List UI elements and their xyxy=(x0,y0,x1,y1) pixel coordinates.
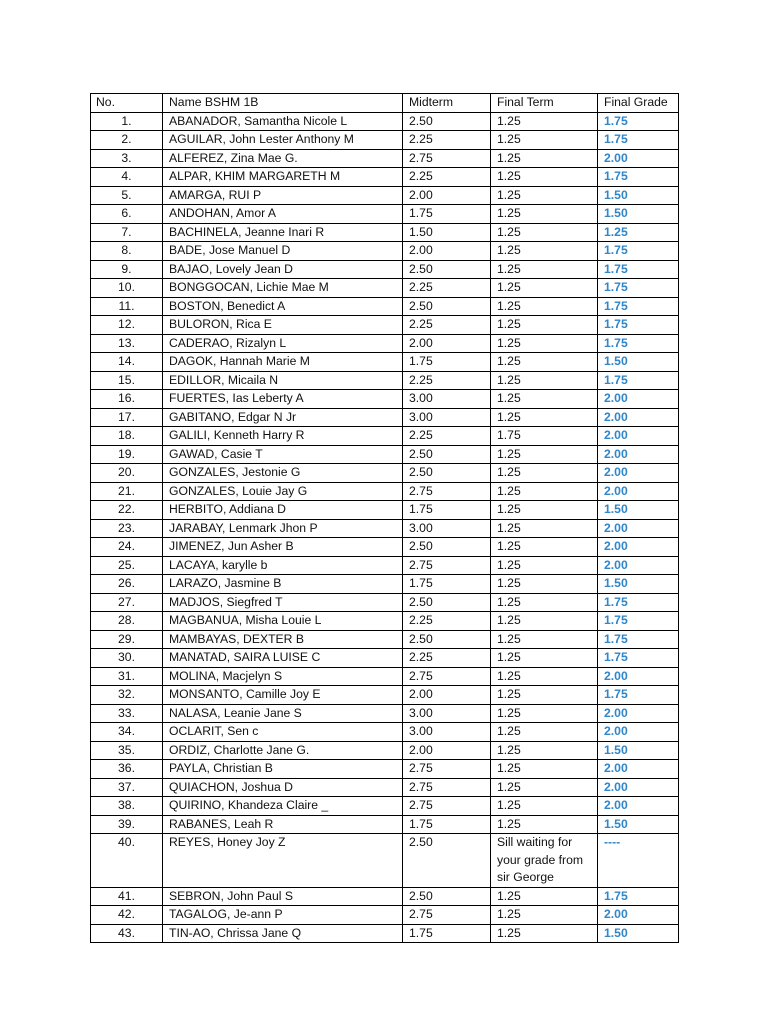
cell-midterm: 2.25 xyxy=(403,612,491,631)
table-row xyxy=(91,575,679,594)
cell-midterm: 2.25 xyxy=(403,131,491,150)
cell-name: REYES, Honey Joy Z xyxy=(163,834,403,888)
cell-final-term: 1.25 xyxy=(491,408,598,427)
table-row xyxy=(91,630,679,649)
table-row xyxy=(91,390,679,409)
cell-midterm: 2.50 xyxy=(403,445,491,464)
cell-midterm: 2.00 xyxy=(403,334,491,353)
cell-name: MOLINA, Macjelyn S xyxy=(163,667,403,686)
cell-final-grade: 1.75 xyxy=(598,260,679,279)
cell-no: 17. xyxy=(91,408,163,427)
cell-midterm: 2.00 xyxy=(403,741,491,760)
cell-name: QUIACHON, Joshua D xyxy=(163,778,403,797)
cell-final-grade: 1.75 xyxy=(598,279,679,298)
cell-no: 7. xyxy=(91,223,163,242)
cell-final-grade: 2.00 xyxy=(598,464,679,483)
cell-midterm: 2.25 xyxy=(403,316,491,335)
cell-final-term: 1.25 xyxy=(491,501,598,520)
cell-final-term: 1.25 xyxy=(491,760,598,779)
cell-no: 41. xyxy=(91,887,163,906)
header-final-term: Final Term xyxy=(491,94,598,113)
cell-final-term: 1.25 xyxy=(491,815,598,834)
cell-no: 16. xyxy=(91,390,163,409)
cell-final-term: 1.25 xyxy=(491,593,598,612)
table-body xyxy=(91,112,679,943)
cell-midterm: 2.00 xyxy=(403,242,491,261)
cell-final-term: 1.25 xyxy=(491,371,598,390)
cell-no: 30. xyxy=(91,649,163,668)
table-row xyxy=(91,223,679,242)
cell-midterm: 2.50 xyxy=(403,538,491,557)
cell-no: 32. xyxy=(91,686,163,705)
cell-midterm: 3.00 xyxy=(403,519,491,538)
cell-name: DAGOK, Hannah Marie M xyxy=(163,353,403,372)
cell-final-grade: 2.00 xyxy=(598,427,679,446)
table-row xyxy=(91,887,679,906)
cell-midterm: 1.75 xyxy=(403,924,491,943)
table-row xyxy=(91,501,679,520)
cell-name: CADERAO, Rizalyn L xyxy=(163,334,403,353)
header-name: Name BSHM 1B xyxy=(163,94,403,113)
cell-name: JARABAY, Lenmark Jhon P xyxy=(163,519,403,538)
cell-final-term: 1.25 xyxy=(491,797,598,816)
cell-final-grade: 1.50 xyxy=(598,741,679,760)
cell-no: 9. xyxy=(91,260,163,279)
cell-no: 34. xyxy=(91,723,163,742)
table-row xyxy=(91,556,679,575)
cell-midterm: 1.75 xyxy=(403,501,491,520)
cell-no: 24. xyxy=(91,538,163,557)
cell-midterm: 3.00 xyxy=(403,390,491,409)
table-row xyxy=(91,427,679,446)
cell-midterm: 2.75 xyxy=(403,906,491,925)
cell-final-grade: 2.00 xyxy=(598,445,679,464)
table-row xyxy=(91,815,679,834)
cell-no: 22. xyxy=(91,501,163,520)
cell-final-grade: 2.00 xyxy=(598,723,679,742)
cell-final-term: 1.25 xyxy=(491,131,598,150)
table-row xyxy=(91,649,679,668)
cell-name: RABANES, Leah R xyxy=(163,815,403,834)
cell-final-term: 1.25 xyxy=(491,778,598,797)
cell-final-term: 1.25 xyxy=(491,316,598,335)
cell-final-term: 1.25 xyxy=(491,924,598,943)
table-row xyxy=(91,445,679,464)
cell-no: 27. xyxy=(91,593,163,612)
cell-midterm: 1.75 xyxy=(403,815,491,834)
cell-final-term: 1.25 xyxy=(491,704,598,723)
table-row xyxy=(91,131,679,150)
cell-final-grade: 1.50 xyxy=(598,815,679,834)
table-row xyxy=(91,112,679,131)
cell-no: 20. xyxy=(91,464,163,483)
cell-midterm: 2.50 xyxy=(403,297,491,316)
cell-name: MANATAD, SAIRA LUISE C xyxy=(163,649,403,668)
cell-final-grade: 2.00 xyxy=(598,149,679,168)
cell-final-grade: 1.25 xyxy=(598,223,679,242)
table-row xyxy=(91,149,679,168)
cell-final-term: 1.25 xyxy=(491,149,598,168)
cell-name: OCLARIT, Sen c xyxy=(163,723,403,742)
cell-final-grade: 1.75 xyxy=(598,686,679,705)
cell-final-grade: 1.75 xyxy=(598,612,679,631)
cell-final-term: 1.75 xyxy=(491,427,598,446)
cell-no: 29. xyxy=(91,630,163,649)
cell-final-grade: 2.00 xyxy=(598,797,679,816)
cell-final-grade: 2.00 xyxy=(598,667,679,686)
cell-final-grade: 2.00 xyxy=(598,704,679,723)
table-row xyxy=(91,760,679,779)
cell-final-term: 1.25 xyxy=(491,686,598,705)
cell-midterm: 2.75 xyxy=(403,760,491,779)
header-no: No. xyxy=(91,94,163,113)
cell-no: 28. xyxy=(91,612,163,631)
cell-final-term: 1.25 xyxy=(491,612,598,631)
table-row xyxy=(91,778,679,797)
cell-midterm: 2.25 xyxy=(403,279,491,298)
cell-midterm: 2.50 xyxy=(403,593,491,612)
cell-name: BACHINELA, Jeanne Inari R xyxy=(163,223,403,242)
cell-no: 33. xyxy=(91,704,163,723)
cell-midterm: 2.75 xyxy=(403,482,491,501)
cell-midterm: 1.75 xyxy=(403,205,491,224)
cell-final-term: 1.25 xyxy=(491,168,598,187)
cell-final-grade: 1.50 xyxy=(598,205,679,224)
cell-midterm: 2.25 xyxy=(403,427,491,446)
cell-final-grade: 1.75 xyxy=(598,371,679,390)
cell-name: AGUILAR, John Lester Anthony M xyxy=(163,131,403,150)
cell-final-grade: 1.50 xyxy=(598,186,679,205)
table-header-row xyxy=(91,94,679,113)
cell-name: FUERTES, Ias Leberty A xyxy=(163,390,403,409)
cell-final-term: 1.25 xyxy=(491,741,598,760)
cell-name: SEBRON, John Paul S xyxy=(163,887,403,906)
cell-name: BAJAO, Lovely Jean D xyxy=(163,260,403,279)
cell-final-grade: 2.00 xyxy=(598,408,679,427)
table-row xyxy=(91,667,679,686)
cell-final-grade: 2.00 xyxy=(598,556,679,575)
cell-final-grade: 1.50 xyxy=(598,353,679,372)
table-row xyxy=(91,538,679,557)
table-row xyxy=(91,334,679,353)
cell-midterm: 2.50 xyxy=(403,112,491,131)
table-row xyxy=(91,906,679,925)
cell-no: 4. xyxy=(91,168,163,187)
header-midterm: Midterm xyxy=(403,94,491,113)
table-row xyxy=(91,371,679,390)
cell-final-term: 1.25 xyxy=(491,649,598,668)
table-row xyxy=(91,260,679,279)
cell-midterm: 2.50 xyxy=(403,834,491,888)
cell-name: AMARGA, RUI P xyxy=(163,186,403,205)
cell-final-term: 1.25 xyxy=(491,482,598,501)
cell-no: 42. xyxy=(91,906,163,925)
cell-no: 21. xyxy=(91,482,163,501)
cell-final-term: 1.25 xyxy=(491,297,598,316)
cell-final-term: 1.25 xyxy=(491,334,598,353)
cell-no: 38. xyxy=(91,797,163,816)
cell-no: 26. xyxy=(91,575,163,594)
cell-midterm: 2.00 xyxy=(403,186,491,205)
cell-name: BOSTON, Benedict A xyxy=(163,297,403,316)
cell-final-term: 1.25 xyxy=(491,279,598,298)
cell-no: 25. xyxy=(91,556,163,575)
table-row xyxy=(91,723,679,742)
cell-name: GABITANO, Edgar N Jr xyxy=(163,408,403,427)
cell-final-grade: 1.75 xyxy=(598,112,679,131)
cell-midterm: 2.50 xyxy=(403,887,491,906)
cell-name: GAWAD, Casie T xyxy=(163,445,403,464)
cell-final-grade: 2.00 xyxy=(598,519,679,538)
table-row xyxy=(91,279,679,298)
cell-name: JIMENEZ, Jun Asher B xyxy=(163,538,403,557)
table-row xyxy=(91,168,679,187)
table-row xyxy=(91,686,679,705)
cell-final-grade: 1.75 xyxy=(598,334,679,353)
cell-final-term: 1.25 xyxy=(491,445,598,464)
cell-midterm: 3.00 xyxy=(403,704,491,723)
cell-name: MAMBAYAS, DEXTER B xyxy=(163,630,403,649)
cell-name: TAGALOG, Je-ann P xyxy=(163,906,403,925)
cell-name: GONZALES, Louie Jay G xyxy=(163,482,403,501)
table-row xyxy=(91,242,679,261)
cell-no: 18. xyxy=(91,427,163,446)
cell-final-grade: 1.75 xyxy=(598,297,679,316)
cell-final-grade: 1.50 xyxy=(598,501,679,520)
cell-midterm: 2.75 xyxy=(403,149,491,168)
cell-midterm: 1.75 xyxy=(403,575,491,594)
cell-name: MAGBANUA, Misha Louie L xyxy=(163,612,403,631)
table-row xyxy=(91,612,679,631)
table-row xyxy=(91,408,679,427)
cell-no: 43. xyxy=(91,924,163,943)
cell-final-grade: 2.00 xyxy=(598,538,679,557)
table-row xyxy=(91,924,679,943)
table-row xyxy=(91,186,679,205)
cell-name: PAYLA, Christian B xyxy=(163,760,403,779)
cell-final-term: 1.25 xyxy=(491,242,598,261)
cell-midterm: 2.75 xyxy=(403,556,491,575)
cell-midterm: 2.75 xyxy=(403,797,491,816)
table-row xyxy=(91,797,679,816)
cell-name: HERBITO, Addiana D xyxy=(163,501,403,520)
cell-final-grade: ---- xyxy=(598,834,679,888)
cell-final-term: 1.25 xyxy=(491,538,598,557)
table-row xyxy=(91,593,679,612)
cell-midterm: 2.50 xyxy=(403,630,491,649)
cell-no: 1. xyxy=(91,112,163,131)
cell-midterm: 2.50 xyxy=(403,260,491,279)
table-row xyxy=(91,205,679,224)
cell-no: 10. xyxy=(91,279,163,298)
cell-no: 2. xyxy=(91,131,163,150)
cell-final-grade: 1.75 xyxy=(598,316,679,335)
cell-name: BADE, Jose Manuel D xyxy=(163,242,403,261)
cell-final-term: 1.25 xyxy=(491,390,598,409)
table-row xyxy=(91,482,679,501)
cell-final-grade: 1.75 xyxy=(598,593,679,612)
cell-final-grade: 1.50 xyxy=(598,924,679,943)
cell-final-term: 1.25 xyxy=(491,556,598,575)
cell-midterm: 1.50 xyxy=(403,223,491,242)
cell-midterm: 2.50 xyxy=(403,464,491,483)
table-row xyxy=(91,519,679,538)
cell-final-term: 1.25 xyxy=(491,112,598,131)
table-row xyxy=(91,297,679,316)
cell-final-grade: 1.75 xyxy=(598,131,679,150)
cell-no: 15. xyxy=(91,371,163,390)
cell-final-term: 1.25 xyxy=(491,205,598,224)
table-row xyxy=(91,353,679,372)
cell-midterm: 2.25 xyxy=(403,649,491,668)
cell-name: NALASA, Leanie Jane S xyxy=(163,704,403,723)
cell-final-term: 1.25 xyxy=(491,887,598,906)
cell-final-term: 1.25 xyxy=(491,575,598,594)
cell-final-grade: 2.00 xyxy=(598,778,679,797)
cell-final-grade: 2.00 xyxy=(598,760,679,779)
cell-midterm: 2.75 xyxy=(403,667,491,686)
cell-name: BULORON, Rica E xyxy=(163,316,403,335)
cell-final-term: Sill waiting for your grade from sir George xyxy=(491,834,598,888)
cell-no: 19. xyxy=(91,445,163,464)
cell-midterm: 2.00 xyxy=(403,686,491,705)
cell-midterm: 3.00 xyxy=(403,723,491,742)
cell-midterm: 2.25 xyxy=(403,371,491,390)
cell-midterm: 3.00 xyxy=(403,408,491,427)
cell-no: 39. xyxy=(91,815,163,834)
cell-midterm: 1.75 xyxy=(403,353,491,372)
cell-name: TIN-AO, Chrissa Jane Q xyxy=(163,924,403,943)
cell-final-term: 1.25 xyxy=(491,519,598,538)
cell-final-grade: 1.75 xyxy=(598,887,679,906)
cell-name: EDILLOR, Micaila N xyxy=(163,371,403,390)
cell-final-term: 1.25 xyxy=(491,906,598,925)
cell-no: 36. xyxy=(91,760,163,779)
cell-name: ALFEREZ, Zina Mae G. xyxy=(163,149,403,168)
cell-name: ABANADOR, Samantha Nicole L xyxy=(163,112,403,131)
cell-no: 11. xyxy=(91,297,163,316)
cell-name: QUIRINO, Khandeza Claire _ xyxy=(163,797,403,816)
cell-final-grade: 1.75 xyxy=(598,649,679,668)
cell-no: 35. xyxy=(91,741,163,760)
cell-name: LARAZO, Jasmine B xyxy=(163,575,403,594)
table-row xyxy=(91,834,679,888)
cell-final-term: 1.25 xyxy=(491,223,598,242)
cell-name: BONGGOCAN, Lichie Mae M xyxy=(163,279,403,298)
grades-table xyxy=(90,93,679,943)
cell-name: GALILI, Kenneth Harry R xyxy=(163,427,403,446)
cell-final-term: 1.25 xyxy=(491,723,598,742)
cell-name: MADJOS, Siegfred T xyxy=(163,593,403,612)
cell-name: LACAYA, karylle b xyxy=(163,556,403,575)
table-row xyxy=(91,704,679,723)
cell-no: 14. xyxy=(91,353,163,372)
cell-no: 23. xyxy=(91,519,163,538)
cell-final-grade: 1.75 xyxy=(598,242,679,261)
cell-no: 8. xyxy=(91,242,163,261)
cell-no: 31. xyxy=(91,667,163,686)
cell-final-term: 1.25 xyxy=(491,353,598,372)
cell-final-term: 1.25 xyxy=(491,667,598,686)
table-row xyxy=(91,741,679,760)
cell-final-grade: 1.75 xyxy=(598,630,679,649)
cell-no: 13. xyxy=(91,334,163,353)
cell-name: ANDOHAN, Amor A xyxy=(163,205,403,224)
cell-midterm: 2.75 xyxy=(403,778,491,797)
cell-name: ALPAR, KHIM MARGARETH M xyxy=(163,168,403,187)
cell-no: 40. xyxy=(91,834,163,888)
cell-no: 5. xyxy=(91,186,163,205)
cell-final-term: 1.25 xyxy=(491,186,598,205)
cell-name: ORDIZ, Charlotte Jane G. xyxy=(163,741,403,760)
cell-final-term: 1.25 xyxy=(491,464,598,483)
cell-final-grade: 2.00 xyxy=(598,906,679,925)
cell-final-grade: 1.75 xyxy=(598,168,679,187)
table-row xyxy=(91,316,679,335)
cell-name: GONZALES, Jestonie G xyxy=(163,464,403,483)
cell-final-grade: 2.00 xyxy=(598,390,679,409)
cell-final-grade: 2.00 xyxy=(598,482,679,501)
cell-final-grade: 1.50 xyxy=(598,575,679,594)
cell-name: MONSANTO, Camille Joy E xyxy=(163,686,403,705)
table-row xyxy=(91,464,679,483)
cell-no: 12. xyxy=(91,316,163,335)
cell-no: 37. xyxy=(91,778,163,797)
cell-no: 3. xyxy=(91,149,163,168)
cell-final-term: 1.25 xyxy=(491,630,598,649)
cell-midterm: 2.25 xyxy=(403,168,491,187)
cell-no: 6. xyxy=(91,205,163,224)
cell-final-term: 1.25 xyxy=(491,260,598,279)
header-final-grade: Final Grade xyxy=(598,94,679,113)
